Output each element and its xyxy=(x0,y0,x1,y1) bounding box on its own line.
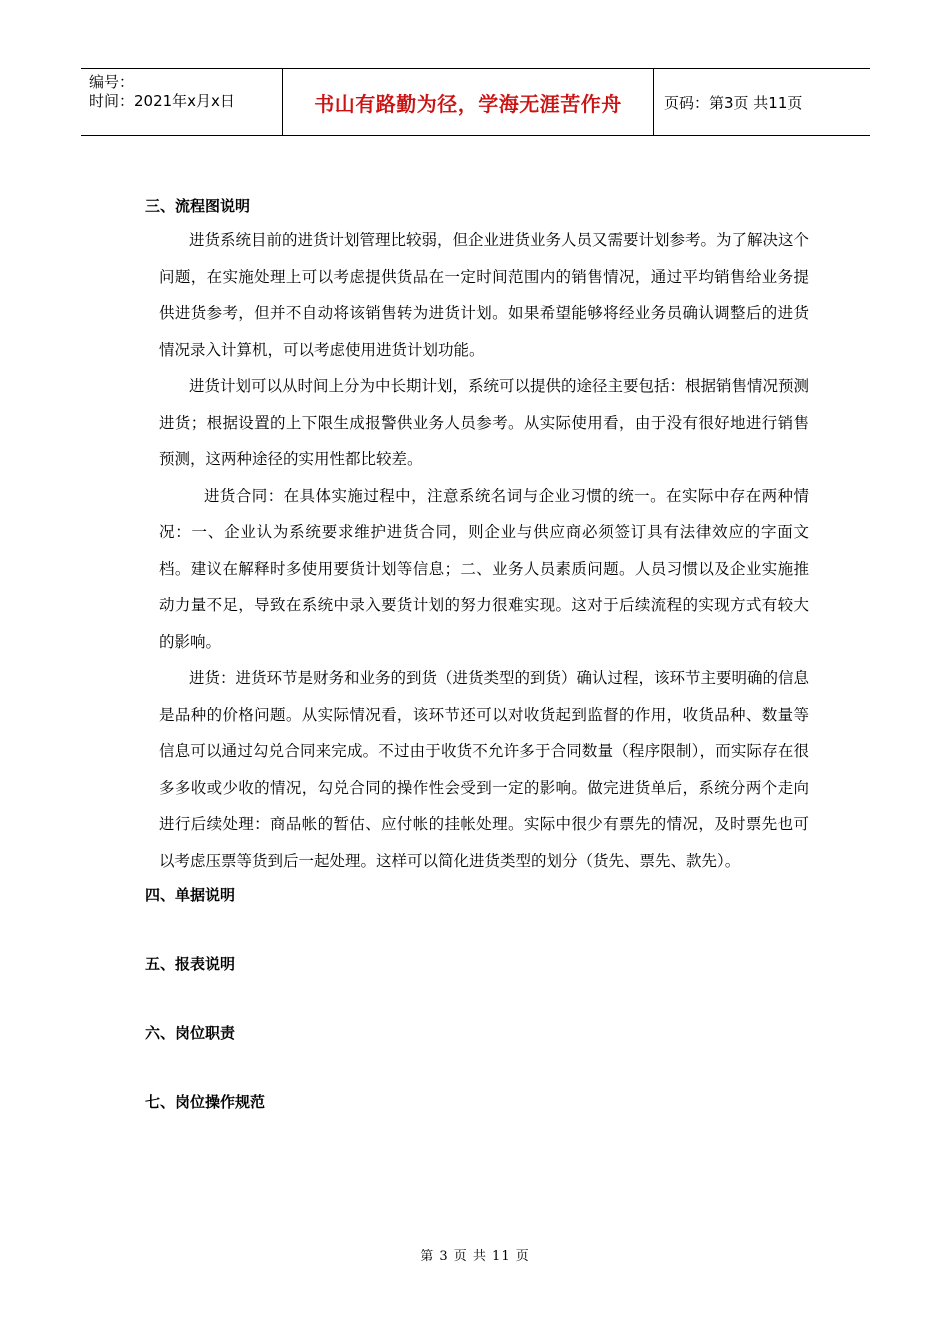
section-heading-flowchart: 三、流程图说明 xyxy=(145,197,251,215)
document-body xyxy=(145,194,809,1114)
paragraph-purchase-receipt: 进货：进货环节是财务和业务的到货（进货类型的到货）确认过程，该环节主要明确的信息是品种的价格问题。从实际情况看，该环节还可以对收货起到监督的作用，收货品种、数量等信息可以通过勾兑合同来完成。不过由于收货不允许多于合同数量（程序限制），而实际存在很多多收或少收的情况，勾兑合同的操作性会受到一定的影响。做完进货单后，系统分两个走向进行后续处理：商品帐的暂估、应付帐的挂帐处理。实际中很少有票先的情况，及时票先也可以考虑压票等货到后一起处理。这样可以简化进货类型的划分（货先、票先、款先）。 xyxy=(159,669,810,870)
section-heading-duties: 六、岗位职责 xyxy=(145,1024,236,1042)
header-meta xyxy=(81,69,282,135)
paragraph-purchase-contract: 进货合同：在具体实施过程中，注意系统名词与企业习惯的统一。在实际中存在两种情况：一、企业认为系统要求维护进货合同，则企业与供应商必须签订具有法律效应的字面文档。建议在解释时多使用要货计划等信息；二、业务人员素质问题。人员习惯以及企业实施推动力量不足，导致在系统中录入要货计划的努力很难实现。这对于后续流程的实现方式有较大的影响。 xyxy=(159,486,809,651)
header-page-cell xyxy=(654,69,870,135)
header-page-label: 页码：第3页 共11页 xyxy=(664,93,803,112)
section-heading-operations: 七、岗位操作规范 xyxy=(145,1093,266,1111)
document-header xyxy=(81,68,870,136)
header-motto-cell xyxy=(282,69,654,135)
page-footer: 第 3 页 共 11 页 xyxy=(420,1249,530,1264)
paragraph-plan-methods: 进货计划可以从时间上分为中长期计划，系统可以提供的途径主要包括：根据销售情况预测进货；根据设置的上下限生成报警供业务人员参考。从实际使用看，由于没有很好地进行销售预测，这两种途径的实用性都比较差。 xyxy=(159,377,810,468)
document-number-label: 编号： xyxy=(89,73,135,91)
document-time-label: 时间：2021年x月x日 xyxy=(89,92,235,110)
header-motto: 书山有路勤为径，学海无涯苦作舟 xyxy=(314,91,622,116)
section-heading-reports: 五、报表说明 xyxy=(145,955,236,973)
paragraph-purchase-plan: 进货系统目前的进货计划管理比较弱，但企业进货业务人员又需要计划参考。为了解决这个问题，在实施处理上可以考虑提供货品在一定时间范围内的销售情况，通过平均销售给业务提供进货参考，但并不自动将该销售转为进货计划。如果希望能够将经业务员确认调整后的进货情况录入计算机，可以考虑使用进货计划功能。 xyxy=(159,231,810,359)
section-heading-documents: 四、单据说明 xyxy=(145,886,236,904)
